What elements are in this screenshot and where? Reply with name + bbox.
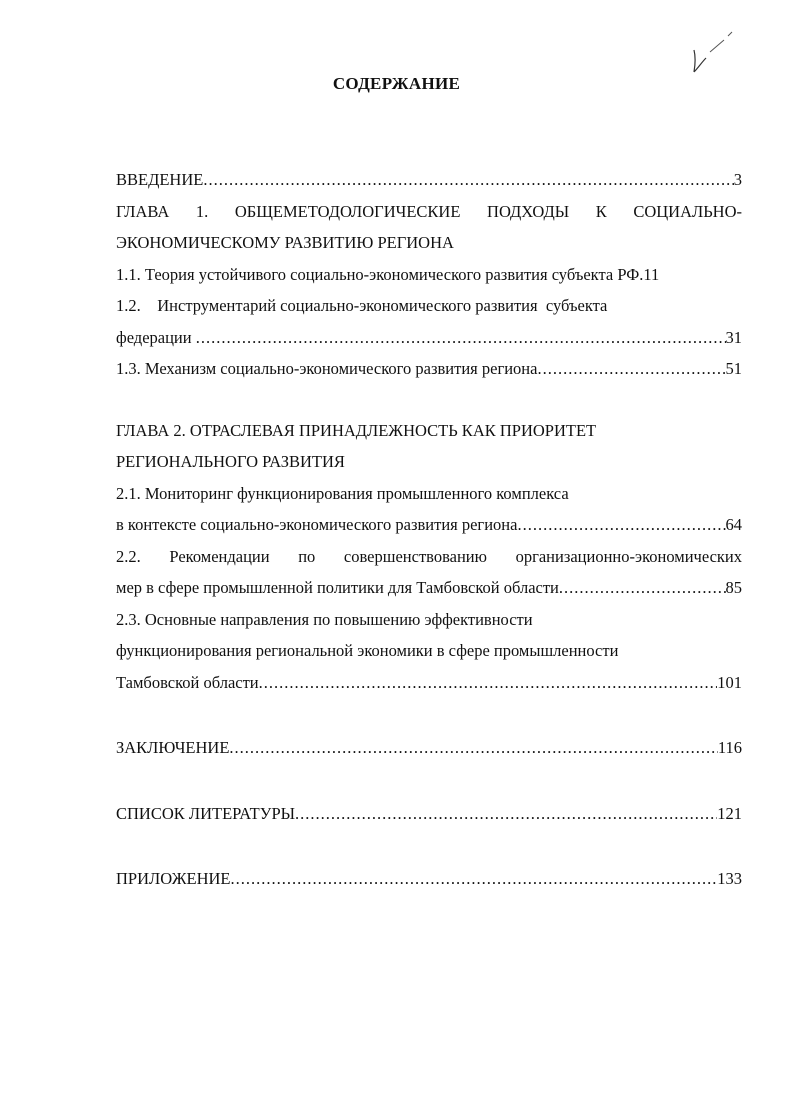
toc-entry-label: 2.1. Мониторинг функционирования промышленного комплекса <box>116 483 569 503</box>
leader-dots <box>517 513 725 536</box>
leader-dots <box>203 168 733 191</box>
table-of-contents <box>116 168 742 899</box>
toc-chapter-heading: ГЛАВА 1. ОБЩЕМЕТОДОЛОГИЧЕСКИЕ ПОДХОДЫ К СОЦИАЛЬНО- <box>116 201 742 221</box>
toc-entry-page: 121 <box>717 803 742 823</box>
toc-entry-page: 85 <box>725 578 742 597</box>
toc-entry-label: 2.3. Основные направления по повышению эффективности <box>116 609 533 629</box>
toc-entry-label: 2.2. Рекомендации по совершенствованию организационно-экономических <box>116 546 742 566</box>
toc-entry-label: ВВЕДЕНИЕ <box>116 170 204 189</box>
toc-entry-intro <box>116 168 742 200</box>
toc-entry-1-1 <box>116 263 742 295</box>
toc-entry-2-3-line-2 <box>116 639 742 671</box>
toc-entry-page: 133 <box>717 869 742 888</box>
toc-entry-1-2-line-2 <box>116 326 742 358</box>
toc-entry-bibliography <box>116 802 742 834</box>
toc-chapter-2-line-2 <box>116 450 742 482</box>
toc-entry-2-2-line-2 <box>116 576 742 608</box>
toc-entry-label: ЗАКЛЮЧЕНИЕ <box>116 738 230 757</box>
leader-dots <box>295 802 717 825</box>
toc-entry-label: 1.1. Теория устойчивого социально-экономического развития субъекта РФ. <box>116 264 644 284</box>
toc-entry-appendix <box>116 867 742 899</box>
toc-entry-label: 1.2. Инструментарий социально-экономического развития субъекта <box>116 296 608 315</box>
leader-dots <box>196 326 726 349</box>
toc-entry-label: 1.3. Механизм социально-экономического развития региона <box>116 359 538 378</box>
toc-entry-page: 116 <box>717 738 742 757</box>
toc-chapter-2-line-1 <box>116 419 742 451</box>
toc-entry-page: 101 <box>717 672 742 692</box>
toc-chapter-heading-cont: РЕГИОНАЛЬНОГО РАЗВИТИЯ <box>116 452 345 471</box>
toc-entry-page: 31 <box>725 327 742 347</box>
leader-dots <box>229 736 717 759</box>
toc-entry-2-2-line-1 <box>116 545 742 577</box>
toc-entry-2-3-line-1 <box>116 608 742 640</box>
toc-entry-1-3 <box>116 357 742 389</box>
toc-entry-page: 64 <box>725 515 742 534</box>
toc-chapter-heading-cont: ЭКОНОМИЧЕСКОМУ РАЗВИТИЮ РЕГИОНА <box>116 233 454 252</box>
toc-entry-page: 3 <box>733 170 742 189</box>
toc-entry-2-1-line-2 <box>116 513 742 545</box>
toc-entry-label-cont: федерации <box>116 327 196 347</box>
handwritten-mark-icon <box>688 28 738 78</box>
toc-entry-label-cont: Тамбовской области <box>116 672 259 692</box>
leader-dots <box>230 867 717 890</box>
leader-dots <box>537 357 725 380</box>
toc-entry-1-2-line-1 <box>116 294 742 326</box>
toc-entry-label: ПРИЛОЖЕНИЕ <box>116 869 231 888</box>
page-title: СОДЕРЖАНИЕ <box>332 74 461 93</box>
toc-entry-2-1-line-1 <box>116 482 742 514</box>
toc-chapter-1-line-1 <box>116 200 742 232</box>
toc-entry-2-3-line-3 <box>116 671 742 703</box>
toc-entry-page: 11 <box>643 264 660 284</box>
toc-entry-label-cont: функционирования региональной экономики в сфере промышленности <box>116 641 619 660</box>
toc-entry-label: СПИСОК ЛИТЕРАТУРЫ <box>116 803 296 823</box>
toc-chapter-1-line-2 <box>116 231 742 263</box>
toc-entry-page: 51 <box>725 359 742 378</box>
toc-entry-label-cont: мер в сфере промышленной политики для Тамбовской области <box>116 578 559 597</box>
leader-dots <box>559 576 726 599</box>
leader-dots <box>259 671 718 694</box>
toc-entry-label-cont: в контексте социально-экономического развития региона <box>116 515 518 534</box>
toc-entry-conclusion <box>116 736 742 768</box>
toc-chapter-heading: ГЛАВА 2. ОТРАСЛЕВАЯ ПРИНАДЛЕЖНОСТЬ КАК ПРИОРИТЕТ <box>116 420 597 440</box>
